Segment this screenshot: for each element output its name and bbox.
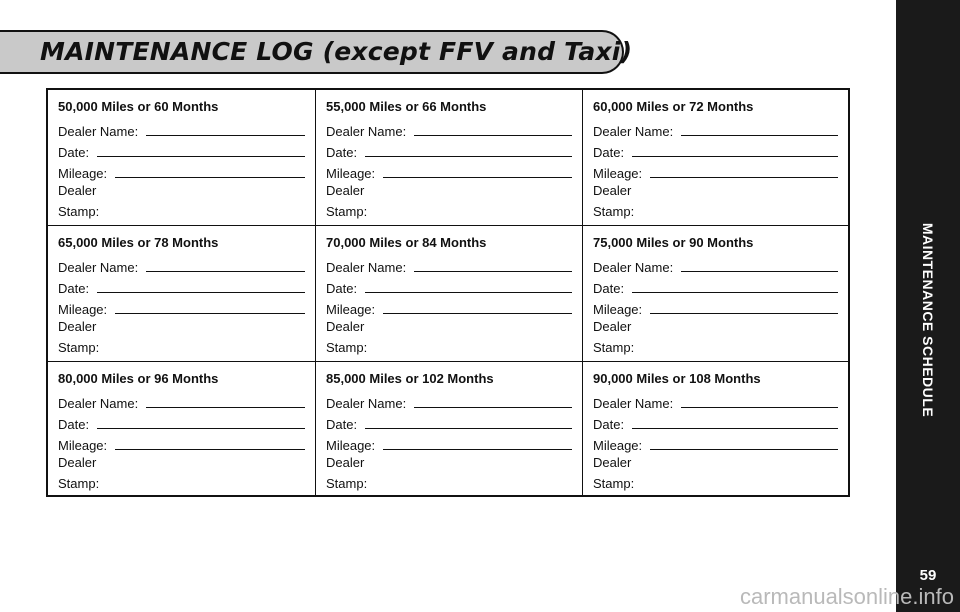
date-blank[interactable] — [632, 155, 838, 157]
mileage-field[interactable] — [326, 161, 572, 182]
mileage-blank[interactable] — [383, 176, 572, 178]
dealer-name-label: Dealer Name: — [326, 396, 407, 411]
date-label: Date: — [326, 145, 358, 160]
dealer-name-field[interactable] — [58, 119, 305, 140]
dealer-stamp-label-line2: Stamp: — [593, 204, 635, 219]
dealer-stamp-label-line1: Dealer — [58, 319, 97, 334]
dealer-name-field[interactable] — [58, 255, 305, 276]
mileage-label: Mileage: — [326, 166, 376, 181]
date-label: Date: — [593, 145, 625, 160]
date-label: Date: — [326, 281, 358, 296]
dealer-stamp-label-line2: Stamp: — [326, 204, 368, 219]
entry-interval-heading: 70,000 Miles or 84 Months — [326, 235, 487, 250]
mileage-blank[interactable] — [650, 176, 838, 178]
mileage-blank[interactable] — [650, 312, 838, 314]
dealer-name-field[interactable] — [326, 255, 572, 276]
dealer-stamp-label-line1: Dealer — [593, 455, 632, 470]
log-entry-5 — [316, 226, 583, 362]
entry-interval-heading: 65,000 Miles or 78 Months — [58, 235, 219, 250]
dealer-stamp-label-line1: Dealer — [58, 183, 97, 198]
date-label: Date: — [58, 145, 90, 160]
mileage-blank[interactable] — [115, 312, 305, 314]
dealer-name-field[interactable] — [593, 119, 838, 140]
date-label: Date: — [58, 281, 90, 296]
date-field[interactable] — [326, 276, 572, 297]
dealer-name-field[interactable] — [593, 391, 838, 412]
log-entry-7 — [48, 362, 316, 495]
dealer-stamp-label-line1: Dealer — [326, 183, 365, 198]
dealer-stamp-label-line2: Stamp: — [326, 340, 368, 355]
entry-interval-heading: 60,000 Miles or 72 Months — [593, 99, 754, 114]
mileage-field[interactable] — [593, 433, 838, 454]
date-blank[interactable] — [632, 427, 838, 429]
dealer-name-label: Dealer Name: — [58, 260, 139, 275]
dealer-name-blank[interactable] — [414, 406, 572, 408]
mileage-field[interactable] — [326, 433, 572, 454]
date-field[interactable] — [58, 276, 305, 297]
date-blank[interactable] — [97, 291, 305, 293]
mileage-blank[interactable] — [115, 176, 305, 178]
dealer-stamp-label-line1: Dealer — [326, 455, 365, 470]
mileage-label: Mileage: — [58, 166, 108, 181]
mileage-field[interactable] — [593, 161, 838, 182]
page-number: 59 — [919, 567, 937, 584]
dealer-stamp-label-line2: Stamp: — [58, 204, 100, 219]
mileage-field[interactable] — [58, 433, 305, 454]
mileage-label: Mileage: — [326, 302, 376, 317]
section-side-tab — [896, 0, 960, 612]
date-label: Date: — [593, 417, 625, 432]
dealer-stamp-label-line1: Dealer — [593, 319, 632, 334]
dealer-name-label: Dealer Name: — [326, 124, 407, 139]
dealer-stamp-label-line1: Dealer — [58, 455, 97, 470]
mileage-field[interactable] — [593, 297, 838, 318]
date-field[interactable] — [326, 412, 572, 433]
date-blank[interactable] — [365, 291, 572, 293]
dealer-name-blank[interactable] — [681, 406, 838, 408]
section-label: MAINTENANCE SCHEDULE — [920, 222, 936, 418]
log-entry-3 — [583, 90, 848, 226]
dealer-name-blank[interactable] — [146, 270, 305, 272]
title-banner — [0, 30, 633, 74]
mileage-label: Mileage: — [58, 302, 108, 317]
mileage-label: Mileage: — [593, 166, 643, 181]
log-entry-4 — [48, 226, 316, 362]
date-field[interactable] — [58, 412, 305, 433]
date-field[interactable] — [58, 140, 305, 161]
dealer-name-label: Dealer Name: — [58, 396, 139, 411]
dealer-stamp-label-line1: Dealer — [326, 319, 365, 334]
dealer-name-field[interactable] — [593, 255, 838, 276]
date-blank[interactable] — [97, 155, 305, 157]
entry-interval-heading: 90,000 Miles or 108 Months — [593, 371, 761, 386]
dealer-stamp-label-line1: Dealer — [593, 183, 632, 198]
dealer-name-label: Dealer Name: — [326, 260, 407, 275]
date-field[interactable] — [593, 140, 838, 161]
mileage-field[interactable] — [58, 297, 305, 318]
mileage-blank[interactable] — [383, 448, 572, 450]
entry-interval-heading: 50,000 Miles or 60 Months — [58, 99, 219, 114]
date-field[interactable] — [326, 140, 572, 161]
date-blank[interactable] — [632, 291, 838, 293]
entry-interval-heading: 80,000 Miles or 96 Months — [58, 371, 219, 386]
date-field[interactable] — [593, 412, 838, 433]
dealer-name-label: Dealer Name: — [593, 124, 674, 139]
dealer-name-field[interactable] — [326, 119, 572, 140]
mileage-label: Mileage: — [593, 438, 643, 453]
dealer-name-blank[interactable] — [414, 270, 572, 272]
watermark: carmanualsonline.info — [739, 584, 954, 609]
dealer-name-label: Dealer Name: — [593, 260, 674, 275]
dealer-stamp-label-line2: Stamp: — [58, 340, 100, 355]
dealer-stamp-label-line2: Stamp: — [326, 476, 368, 491]
mileage-field[interactable] — [326, 297, 572, 318]
entry-interval-heading: 75,000 Miles or 90 Months — [593, 235, 754, 250]
date-field[interactable] — [593, 276, 838, 297]
mileage-blank[interactable] — [115, 448, 305, 450]
mileage-label: Mileage: — [326, 438, 376, 453]
dealer-name-blank[interactable] — [681, 270, 838, 272]
dealer-name-blank[interactable] — [146, 134, 305, 136]
entry-interval-heading: 55,000 Miles or 66 Months — [326, 99, 487, 114]
dealer-name-blank[interactable] — [414, 134, 572, 136]
dealer-name-label: Dealer Name: — [593, 396, 674, 411]
mileage-blank[interactable] — [650, 448, 838, 450]
date-blank[interactable] — [97, 427, 305, 429]
entry-interval-heading: 85,000 Miles or 102 Months — [326, 371, 494, 386]
date-label: Date: — [58, 417, 90, 432]
date-label: Date: — [593, 281, 625, 296]
dealer-name-blank[interactable] — [146, 406, 305, 408]
log-entry-9 — [583, 362, 848, 495]
date-label: Date: — [326, 417, 358, 432]
mileage-label: Mileage: — [593, 302, 643, 317]
log-entry-6 — [583, 226, 848, 362]
dealer-stamp-label-line2: Stamp: — [593, 340, 635, 355]
log-entry-2 — [316, 90, 583, 226]
dealer-name-field[interactable] — [326, 391, 572, 412]
dealer-name-label: Dealer Name: — [58, 124, 139, 139]
dealer-stamp-label-line2: Stamp: — [593, 476, 635, 491]
dealer-stamp-label-line2: Stamp: — [58, 476, 100, 491]
date-blank[interactable] — [365, 155, 572, 157]
maintenance-log-table — [46, 88, 850, 497]
mileage-blank[interactable] — [383, 312, 572, 314]
page-title: MAINTENANCE LOG (except FFV and Taxi) — [40, 37, 633, 66]
log-entry-1 — [48, 90, 316, 226]
mileage-label: Mileage: — [58, 438, 108, 453]
log-entry-8 — [316, 362, 583, 495]
dealer-name-blank[interactable] — [681, 134, 838, 136]
dealer-name-field[interactable] — [58, 391, 305, 412]
mileage-field[interactable] — [58, 161, 305, 182]
date-blank[interactable] — [365, 427, 572, 429]
